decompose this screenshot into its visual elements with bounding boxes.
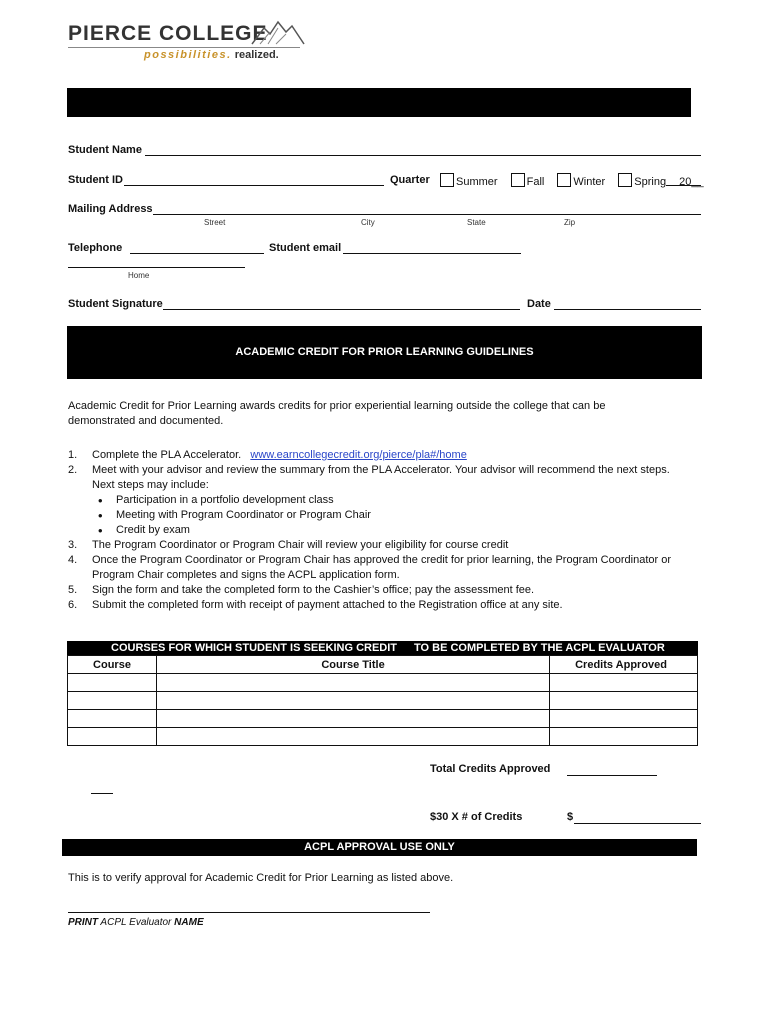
table-row [68,674,698,692]
credits-cell[interactable] [550,710,698,728]
summer-checkbox[interactable] [440,173,454,187]
total-credits-label: Total Credits Approved [430,763,551,775]
courses-heading-right: TO BE COMPLETED BY THE ACPL EVALUATOR [414,642,665,654]
street-sublabel: Street [204,218,226,227]
student-signature-field[interactable] [163,309,520,310]
logo-tagline [144,49,279,61]
credits-cell[interactable] [550,728,698,746]
telephone-field[interactable] [130,253,264,254]
course-title-cell[interactable] [157,692,550,710]
student-email-field[interactable] [343,253,521,254]
step-3-text: The Program Coordinator or Program Chair will review your eligibility for course credit [92,539,509,551]
date-field[interactable] [554,309,701,310]
step-2-bullets [92,493,688,538]
year-label: 20__ [679,176,704,188]
course-cell[interactable] [68,728,157,746]
pierce-college-logo [68,20,308,64]
table-row [68,710,698,728]
student-name-label: Student Name [68,144,142,156]
student-id-label: Student ID [68,174,123,186]
credits-cell[interactable] [550,692,698,710]
course-cell[interactable] [68,710,157,728]
fee-label: $30 X # of Credits [430,811,523,823]
student-name-field[interactable] [145,155,701,156]
credits-cell[interactable] [550,674,698,692]
course-cell[interactable] [68,692,157,710]
zip-sublabel: Zip [564,218,576,227]
quarter-label: Quarter [390,174,430,186]
table-row [68,728,698,746]
logo-rule [68,47,300,48]
step-5-text: Sign the form and take the completed form to the Cashier’s office; pay the assessment fee. [92,584,535,596]
winter-checkbox[interactable] [557,173,571,187]
course-title-cell[interactable] [157,674,550,692]
table-row [68,692,698,710]
step-2-text: Meet with your advisor and review the summary from the PLA Accelerator. Your advisor will recommend the next steps. Next steps may include: [92,464,670,491]
step-3 [68,538,688,553]
mailing-address-label: Mailing Address [68,203,153,215]
fee-field[interactable] [574,823,701,824]
guidelines-steps [68,448,688,613]
step-1-text: Complete the PLA Accelerator. [92,449,242,461]
step-6 [68,598,688,613]
home-sublabel: Home [128,271,150,280]
step-2-number: 2. [68,464,78,476]
logo-wordmark: PIERCE COLLEGE [68,22,268,45]
state-sublabel: State [467,218,486,227]
fall-checkbox[interactable] [511,173,525,187]
col-course-header [68,656,157,674]
guidelines-heading: ACADEMIC CREDIT FOR PRIOR LEARNING GUIDELINES [67,326,702,379]
telephone-label: Telephone [68,242,123,254]
tagline-possibilities: possibilities. [144,49,232,61]
step-4 [68,553,688,583]
courses-heading-bar [67,641,698,656]
col-title-label: Course Title [321,658,385,671]
fall-label: Fall [526,176,545,188]
summer-label: Summer [456,176,498,188]
quarter-options [430,173,704,188]
step-6-number: 6. [68,599,78,611]
total-credits-field[interactable] [567,775,657,776]
col-credits-header [550,656,698,674]
step-2 [68,463,688,538]
student-id-field[interactable] [124,185,384,186]
year-field[interactable] [666,185,701,186]
step-1 [68,448,688,463]
step-5-number: 5. [68,584,78,596]
step-6-text: Submit the completed form with receipt of payment attached to the Registration office at any site. [92,599,563,611]
date-label: Date [527,298,551,310]
course-title-cell[interactable] [157,710,550,728]
approval-text: This is to verify approval for Academic Credit for Prior Learning as listed above. [68,872,454,884]
bullet-credit-by-exam: • Credit by exam [92,523,688,538]
spring-checkbox[interactable] [618,173,632,187]
tagline-realized: realized. [234,49,279,61]
evaluator-name-caption [68,917,204,928]
step-4-text: Once the Program Coordinator or Program Chair has approved the credit for prior learning, the Program Coordinator or Program Chair completes and signs the ACPL application form. [92,554,671,581]
spring-label: Spring [634,176,667,188]
guidelines-intro: Academic Credit for Prior Learning awards credits for prior experiential learning outside the college that can be demonstrated and documented. [68,400,606,427]
evaluator-name-field[interactable] [68,912,430,913]
bullet-portfolio: • Participation in a portfolio development class [92,493,688,508]
col-title-header [157,656,550,674]
name-label: NAME [174,917,204,928]
mailing-address-field[interactable] [153,214,701,215]
step-4-number: 4. [68,554,78,566]
print-label: PRINT [68,917,98,928]
courses-heading-left: COURSES FOR WHICH STUDENT IS SEEKING CREDIT [111,642,398,654]
course-cell[interactable] [68,674,157,692]
student-email-label: Student email [269,242,342,254]
step-5 [68,583,688,598]
courses-header-row [68,656,698,674]
col-credits-label: Credits Approved [575,658,667,671]
step-3-number: 3. [68,539,78,551]
bullet-meeting: • Meeting with Program Coordinator or Program Chair [92,508,688,523]
city-sublabel: City [361,218,375,227]
pla-accelerator-link[interactable]: www.earncollegecredit.org/pierce/pla#/home [250,449,467,461]
home-phone-field[interactable] [68,267,245,268]
mountain-logo-icon [250,20,306,46]
evaluator-label: ACPL Evaluator [100,917,172,928]
approval-heading: ACPL APPROVAL USE ONLY [62,839,697,856]
short-rule [91,793,113,794]
winter-label: Winter [573,176,606,188]
fee-dollar-sign: $ [567,811,574,823]
student-signature-label: Student Signature [68,298,163,310]
step-1-number: 1. [68,449,78,461]
courses-table [67,655,698,746]
header-bar [67,88,691,117]
course-title-cell[interactable] [157,728,550,746]
col-course-label: Course [93,658,131,671]
